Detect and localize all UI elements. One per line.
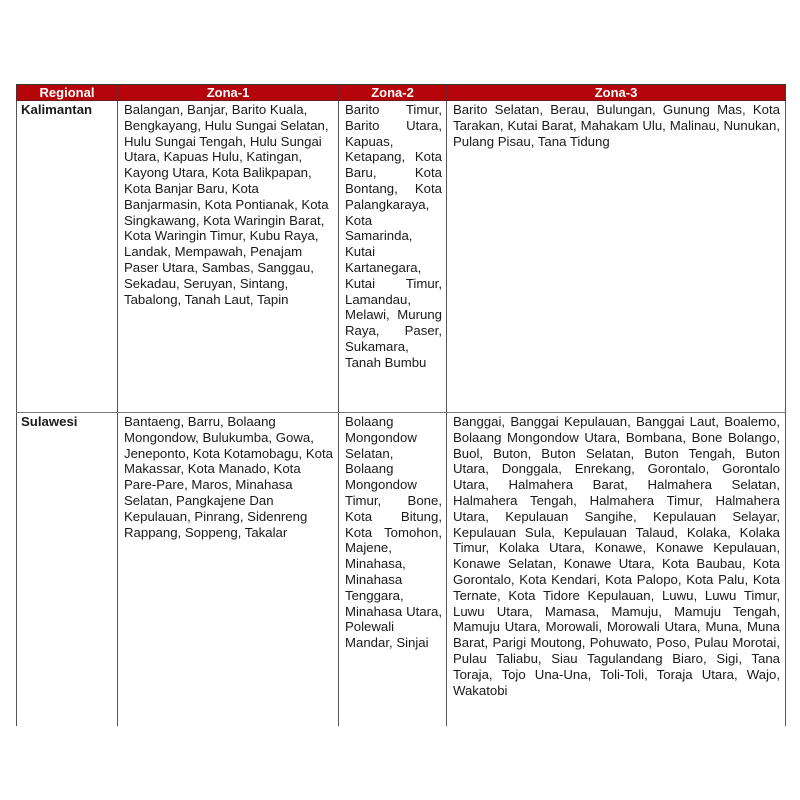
table-row-sulawesi	[17, 413, 786, 727]
header-zona-3: Zona-3	[447, 85, 786, 101]
header-regional: Regional	[17, 85, 118, 101]
zona-1-cell: Bantaeng, Barru, Bolaang Mongondow, Bulukumba, Gowa, Jeneponto, Kota Kotamobagu, Kota Makassar, Kota Manado, Kota Pare-Pare, Maros, Minahasa Selatan, Pangkajene Dan Kepulauan, Pinrang, Sidenreng Rappang, Soppeng, Takalar	[118, 413, 339, 727]
zona-2-cell: Bolaang Mongondow Selatan, Bolaang Mongondow Timur, Bone, Kota Bitung, Kota Tomohon, Majene, Minahasa, Minahasa Tenggara, Minahasa Utara, Polewali Mandar, Sinjai	[339, 413, 447, 727]
zona-2-cell: Barito Timur, Barito Utara, Kapuas, Ketapang, Kota Baru, Kota Bontang, Kota Palangkaraya, Kota Samarinda, Kutai Kartanegara, Kutai Timur, Lamandau, Melawi, Murung Raya, Paser, Sukamara, Tanah Bumbu	[339, 101, 447, 413]
header-zona-1: Zona-1	[118, 85, 339, 101]
regional-cell: Kalimantan	[17, 101, 118, 413]
zona-3-cell: Banggai, Banggai Kepulauan, Banggai Laut, Boalemo, Bolaang Mongondow Utara, Bombana, Bone Bolango, Buol, Buton, Buton Selatan, Buton Tengah, Buton Utara, Donggala, Enrekang, Gorontalo, Gorontalo Utara, Halmahera Barat, Halmahera Selatan, Halmahera Tengah, Halmahera Timur, Halmahera Utara, Kepulauan Sangihe, Kepulauan Selayar, Kepulauan Sula, Kepulauan Talaud, Kolaka, Kolaka Timur, Kolaka Utara, Konawe, Konawe Kepulauan, Konawe Selatan, Konawe Utara, Kota Baubau, Kota Gorontalo, Kota Kendari, Kota Palopo, Kota Palu, Kota Ternate, Kota Tidore Kepulauan, Luwu, Luwu Timur, Luwu Utara, Mamasa, Mamuju, Mamuju Tengah, Mamuju Utara, Morowali, Morowali Utara, Muna, Muna Barat, Parigi Moutong, Pohuwato, Poso, Pulau Morotai, Pulau Taliabu, Siau Tagulandang Biaro, Sigi, Tana Toraja, Tojo Una-Una, Toli-Toli, Toraja Utara, Wajo, Wakatobi	[447, 413, 786, 727]
header-zona-2: Zona-2	[339, 85, 447, 101]
table-header-row	[17, 85, 786, 101]
regional-cell: Sulawesi	[17, 413, 118, 727]
table-row-kalimantan	[17, 101, 786, 413]
zona-3-cell: Barito Selatan, Berau, Bulungan, Gunung Mas, Kota Tarakan, Kutai Barat, Mahakam Ulu, Malinau, Nunukan, Pulang Pisau, Tana Tidung	[447, 101, 786, 413]
zona-1-cell: Balangan, Banjar, Barito Kuala, Bengkayang, Hulu Sungai Selatan, Hulu Sungai Tengah, Hulu Sungai Utara, Kapuas Hulu, Katingan, Kayong Utara, Kota Balikpapan, Kota Banjar Baru, Kota Banjarmasin, Kota Pontianak, Kota Singkawang, Kota Waringin Barat, Kota Waringin Timur, Kubu Raya, Landak, Mempawah, Penajam Paser Utara, Sambas, Sanggau, Sekadau, Seruyan, Sintang, Tabalong, Tanah Laut, Tapin	[118, 101, 339, 413]
zone-table	[16, 84, 786, 726]
